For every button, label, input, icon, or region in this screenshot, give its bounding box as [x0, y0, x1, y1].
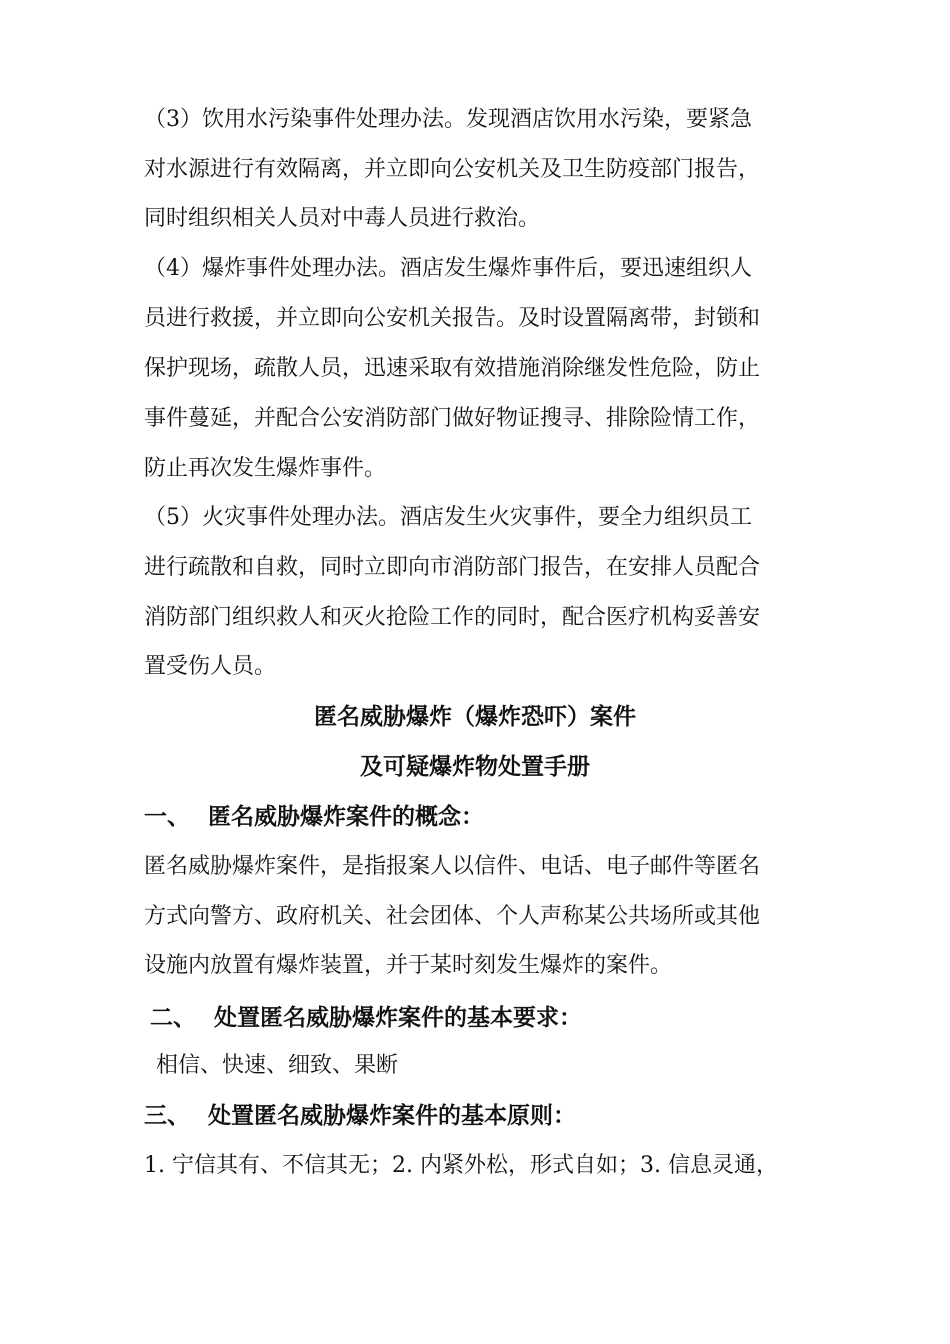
paragraph-4-line-1: （4）爆炸事件处理办法。酒店发生爆炸事件后，要迅速组织人	[144, 256, 752, 281]
paragraph-3-line-3: 同时组织相关人员对中毒人员进行救治。	[144, 206, 541, 231]
section-2-body-line-1: 相信、快速、细致、果断	[156, 1053, 399, 1078]
section-3-body-line-1: 1. 宁信其有、不信其无；2. 内紧外松，形式自如；3. 信息灵通，	[144, 1153, 778, 1178]
section-2-number: 二、	[150, 1005, 196, 1031]
manual-title-line-2: 及可疑爆炸物处置手册	[360, 754, 590, 780]
section-1-body-line-2: 方式向警方、政府机关、社会团体、个人声称某公共场所或其他	[144, 904, 761, 929]
paragraph-5-line-3: 消防部门组织救人和灭火抢险工作的同时，配合医疗机构妥善安	[144, 605, 761, 630]
paragraph-3-line-1: （3）饮用水污染事件处理办法。发现酒店饮用水污染，要紧急	[144, 107, 752, 132]
manual-title-line-1: 匿名威胁爆炸（爆炸恐吓）案件	[314, 704, 636, 730]
section-1-heading	[144, 802, 484, 832]
paragraph-4-line-3: 保护现场，疏散人员，迅速采取有效措施消除继发性危险，防止	[144, 356, 761, 381]
paragraph-5-line-1: （5）火灾事件处理办法。酒店发生火灾事件，要全力组织员工	[144, 505, 752, 530]
section-3-number: 三、	[144, 1103, 190, 1129]
section-2-label: 处置匿名威胁爆炸案件的基本要求：	[214, 1005, 582, 1031]
paragraph-4-line-5: 防止再次发生爆炸事件。	[144, 456, 387, 481]
section-1-label: 匿名威胁爆炸案件的概念：	[208, 804, 484, 830]
section-1-body-line-1: 匿名威胁爆炸案件，是指报案人以信件、电话、电子邮件等匿名	[144, 854, 761, 879]
paragraph-3-line-2: 对水源进行有效隔离，并立即向公安机关及卫生防疫部门报告，	[144, 157, 761, 182]
paragraph-4-line-2: 员进行救援，并立即向公安机关报告。及时设置隔离带，封锁和	[144, 306, 761, 331]
paragraph-5-line-4: 置受伤人员。	[144, 654, 277, 679]
paragraph-5-line-2: 进行疏散和自救，同时立即向市消防部门报告，在安排人员配合	[144, 555, 761, 580]
section-2-heading	[150, 1003, 582, 1033]
paragraph-4-line-4: 事件蔓延，并配合公安消防部门做好物证搜寻、排除险情工作，	[144, 406, 761, 431]
section-1-body-line-3: 设施内放置有爆炸装置，并于某时刻发生爆炸的案件。	[144, 953, 673, 978]
section-3-heading	[144, 1101, 576, 1131]
section-3-label: 处置匿名威胁爆炸案件的基本原则：	[208, 1103, 576, 1129]
section-1-number: 一、	[144, 804, 190, 830]
